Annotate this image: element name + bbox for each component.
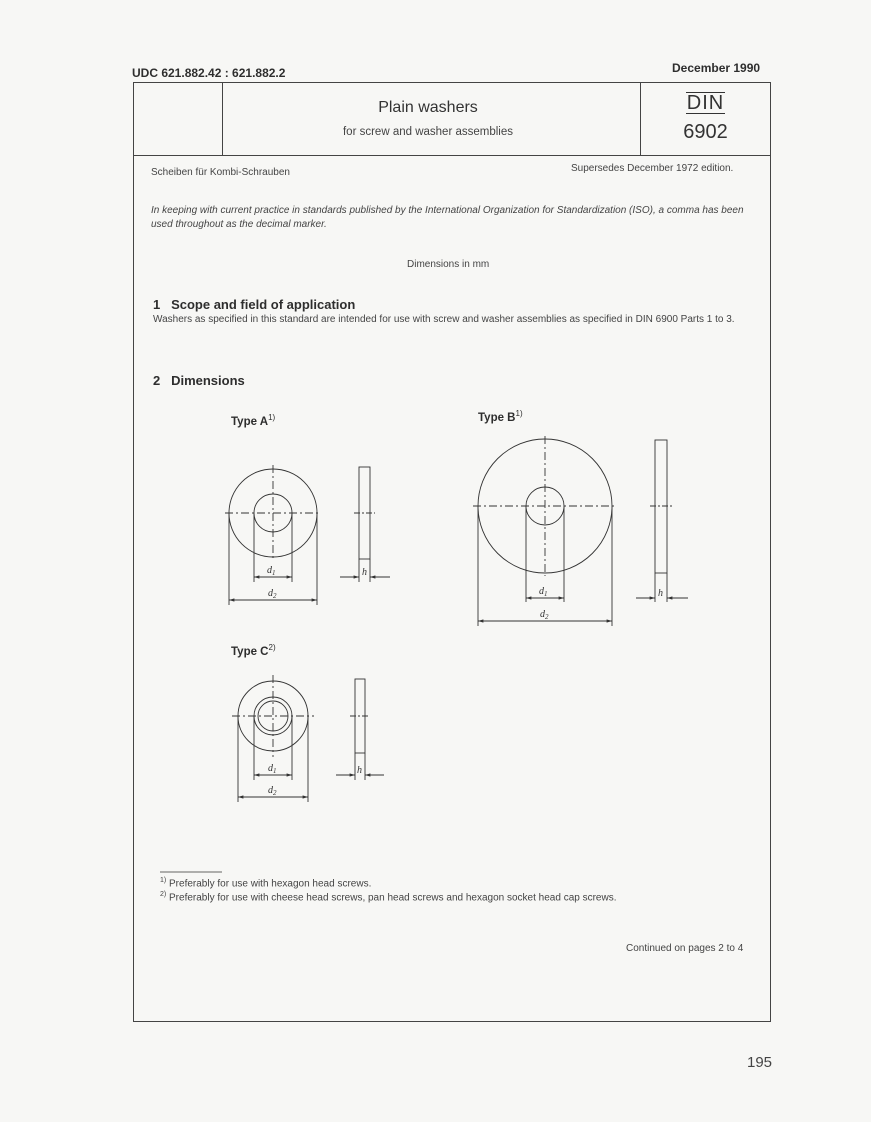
footnote-2-mark: 2) (160, 891, 167, 898)
type-c-text: Type C (231, 645, 269, 658)
type-a-ref: 1) (268, 413, 276, 422)
din-number: 6902 (683, 121, 728, 143)
type-b-d1-label: d (539, 586, 544, 597)
type-a-d1-label: d (267, 565, 272, 576)
svg-text:d2 (268, 588, 277, 600)
type-a-washer-drawing (225, 465, 390, 605)
footnote-2-text: Preferably for use with cheese head screws, pan head screws and hexagon socket head cap screws. (169, 892, 617, 904)
type-b-ref: 1) (515, 409, 523, 418)
type-c-washer-drawing (232, 675, 384, 802)
section-1-text: Washers as specified in this standard are intended for use with screw and washer assemblies as specified in DIN 6900 Parts 1 to 3. (153, 314, 735, 325)
footnote-1-text: Preferably for use with hexagon head screws. (169, 878, 372, 890)
type-a-h-label: h (362, 567, 367, 578)
type-b-labels (539, 586, 663, 621)
page-number: 195 (747, 1054, 773, 1071)
type-b-h-label: h (658, 588, 663, 599)
dimensions-note: Dimensions in mm (407, 259, 490, 270)
type-b-washer-drawing (473, 436, 688, 626)
section-2-title: Dimensions (171, 373, 245, 388)
din-logo-text: DIN (686, 92, 725, 114)
type-c-labels (268, 763, 362, 797)
document-title: Plain washers (378, 99, 478, 116)
type-a-d2-sub: 2 (273, 592, 277, 600)
section-1-title: Scope and field of application (171, 297, 356, 312)
section-2-number: 2 (153, 373, 161, 388)
type-b-d2-label: d (540, 609, 545, 620)
type-c-d2-label: d (268, 785, 273, 796)
type-c-ref: 2) (268, 643, 276, 652)
german-title: Scheiben für Kombi-Schrauben (151, 167, 290, 178)
footnote-1-mark: 1) (160, 877, 167, 884)
type-b-text: Type B (478, 411, 516, 424)
type-b-d1-sub: 1 (544, 590, 548, 598)
decimal-marker-note: In keeping with current practice in standards published by the International Organization for Standardization (ISO), a comma has been used throughout as the decimal marker. (151, 205, 744, 230)
type-c-d1-label: d (268, 763, 273, 774)
section-1-number: 1 (153, 297, 161, 312)
footnote-2 (160, 891, 617, 903)
type-c-h-label: h (357, 765, 362, 776)
supersedes-note: Supersedes December 1972 edition. (571, 163, 734, 174)
publication-date: December 1990 (672, 61, 761, 75)
type-a-d2-label: d (268, 588, 273, 599)
svg-text:d1 (268, 763, 277, 775)
continued-note: Continued on pages 2 to 4 (626, 943, 744, 954)
type-c-d1-sub: 1 (273, 767, 277, 775)
svg-text:d2 (268, 785, 277, 797)
type-c-d2-sub: 2 (273, 789, 277, 797)
type-b-d2-sub: 2 (545, 613, 549, 621)
document-subtitle: for screw and washer assemblies (342, 126, 513, 138)
footnote-1 (160, 877, 371, 889)
type-a-d1-sub: 1 (272, 569, 276, 577)
udc-code: UDC 621.882.42 : 621.882.2 (132, 66, 286, 80)
svg-text:d1 (539, 586, 548, 598)
svg-text:d2 (540, 609, 549, 621)
svg-text:d1 (267, 565, 276, 577)
type-a-text: Type A (231, 415, 269, 428)
